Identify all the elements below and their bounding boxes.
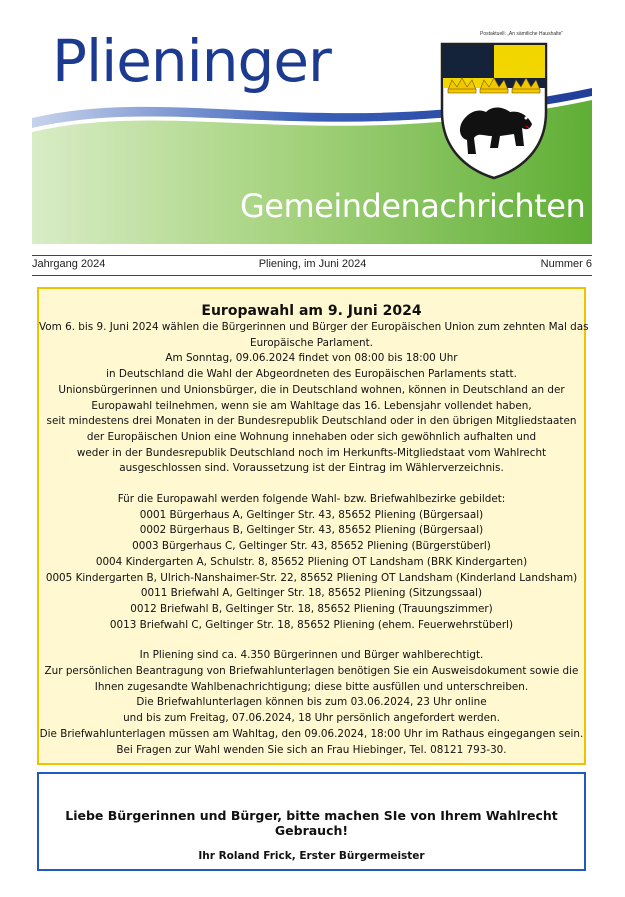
notice-line: Vom 6. bis 9. Juni 2024 wählen die Bürgerinnen und Bürger der Europäischen Union zum zehnten Mal das [39, 321, 589, 333]
district-item: 0002 Bürgerhaus B, Geltinger Str. 43, 85652 Pliening (Bürgersaal) [139, 524, 484, 537]
notice-line: Die Briefwahlunterlagen müssen am Wahltag, den 09.06.2024, 18:00 Uhr im Rathaus eingegangen sein. [39, 727, 584, 740]
notice-line: Die Briefwahlunterlagen können bis zum 03.06.2024, 23 Uhr online [136, 696, 487, 709]
notice-line: und bis zum Freitag, 07.06.2024, 18 Uhr persönlich angefordert werden. [123, 712, 500, 725]
notice-line: Am Sonntag, 09.06.2024 findet von 08:00 bis 18:00 Uhr [165, 352, 458, 365]
notice-line: Europawahl teilnehmen, wenn sie am Wahltage das 16. Lebensjahr vollendet haben, [91, 399, 532, 412]
bottom-rule [32, 275, 592, 276]
notice-line: weder in der Bundesrepublik Deutschland noch im Herkunfts-Mitgliedstaat vom Wahlrecht [76, 446, 547, 459]
district-item: 0004 Kindergarten A, Schulstr. 8, 85652 Pliening OT Landsham (BRK Kindergarten) [95, 555, 528, 568]
notice-line: Ihnen zugesandte Wahlbenachrichtigung; diese bitte ausfüllen und unterschreiben. [94, 680, 529, 693]
appeal-signature: Ihr Roland Frick, Erster Bürgermeister [198, 850, 425, 862]
district-item: 0001 Bürgerhaus A, Geltinger Str. 43, 85652 Pliening (Bürgersaal) [139, 508, 484, 521]
issue-number: Nummer 6 [540, 258, 592, 270]
notice-line: Zur persönlichen Beantragung von Briefwahlunterlagen benötigen Sie ein Ausweisdokument sowie die [44, 665, 579, 678]
notice-heading: Europawahl am 9. Juni 2024 [201, 303, 422, 319]
district-intro: Für die Europawahl werden folgende Wahl- bzw. Briefwahlbezirke gebildet: [117, 493, 506, 506]
notice-line: seit mindestens drei Monaten in der Bundesrepublik Deutschland oder in den übrigen Mitgliedstaaten [46, 415, 577, 428]
notice-line: der Europäischen Union eine Wohnung innehaben oder sich gewöhnlich aufhalten und [86, 430, 537, 443]
volume-label: Jahrgang 2024 [32, 258, 106, 270]
district-list [39, 492, 584, 633]
masthead-subtitle: Gemeindenachrichten [240, 187, 586, 225]
district-item: 0003 Bürgerhaus C, Geltinger Str. 43, 85652 Pliening (Bürgerstüberl) [132, 540, 491, 553]
notice-line: Unionsbürgerinnen und Unionsbürger, die in Deutschland wohnen, können in Deutschland an der [58, 383, 565, 396]
notice-line: Bei Fragen zur Wahl wenden Sie sich an Frau Hiebinger, Tel. 08121 793-30. [116, 743, 507, 756]
notice-line: Europäische Parlament. [250, 336, 373, 349]
notice-closing [39, 648, 584, 758]
postal-note: Postaktuell: „An sämtliche Haushalte“ [480, 31, 564, 37]
masthead-title: Plieninger [52, 27, 331, 95]
notice-line: In Pliening sind ca. 4.350 Bürgerinnen und Bürger wahlberechtigt. [139, 649, 484, 662]
top-rule [32, 255, 592, 256]
district-item: 0005 Kindergarten B, Ulrich-Nanshaimer-Str. 22, 85652 Pliening OT Landsham (Kinderland Landsham) [45, 571, 578, 584]
notice-line: ausgeschlossen sind. Voraussetzung ist der Eintrag im Wählerverzeichnis. [119, 462, 504, 475]
notice-line: in Deutschland die Wahl der Abgeordneten des Europäischen Parlaments statt. [106, 368, 517, 381]
appeal-message: Liebe Bürgerinnen und Bürger, bitte machen SIe von Ihrem Wahlrecht Gebrauch! [65, 808, 558, 838]
mayor-appeal-box [37, 772, 586, 871]
coat-of-arms-icon [440, 42, 548, 180]
district-item: 0012 Briefwahl B, Geltinger Str. 18, 85652 Pliening (Trauungszimmer) [130, 602, 493, 615]
election-notice-box [37, 287, 589, 765]
district-item: 0011 Briefwahl A, Geltinger Str. 18, 85652 Pliening (Sitzungssaal) [140, 587, 483, 600]
notice-intro [39, 320, 589, 477]
district-item: 0013 Briefwahl C, Geltinger Str. 18, 85652 Pliening (ehem. Feuerwehrstüberl) [109, 618, 514, 631]
place-date: Pliening, im Juni 2024 [258, 258, 367, 270]
